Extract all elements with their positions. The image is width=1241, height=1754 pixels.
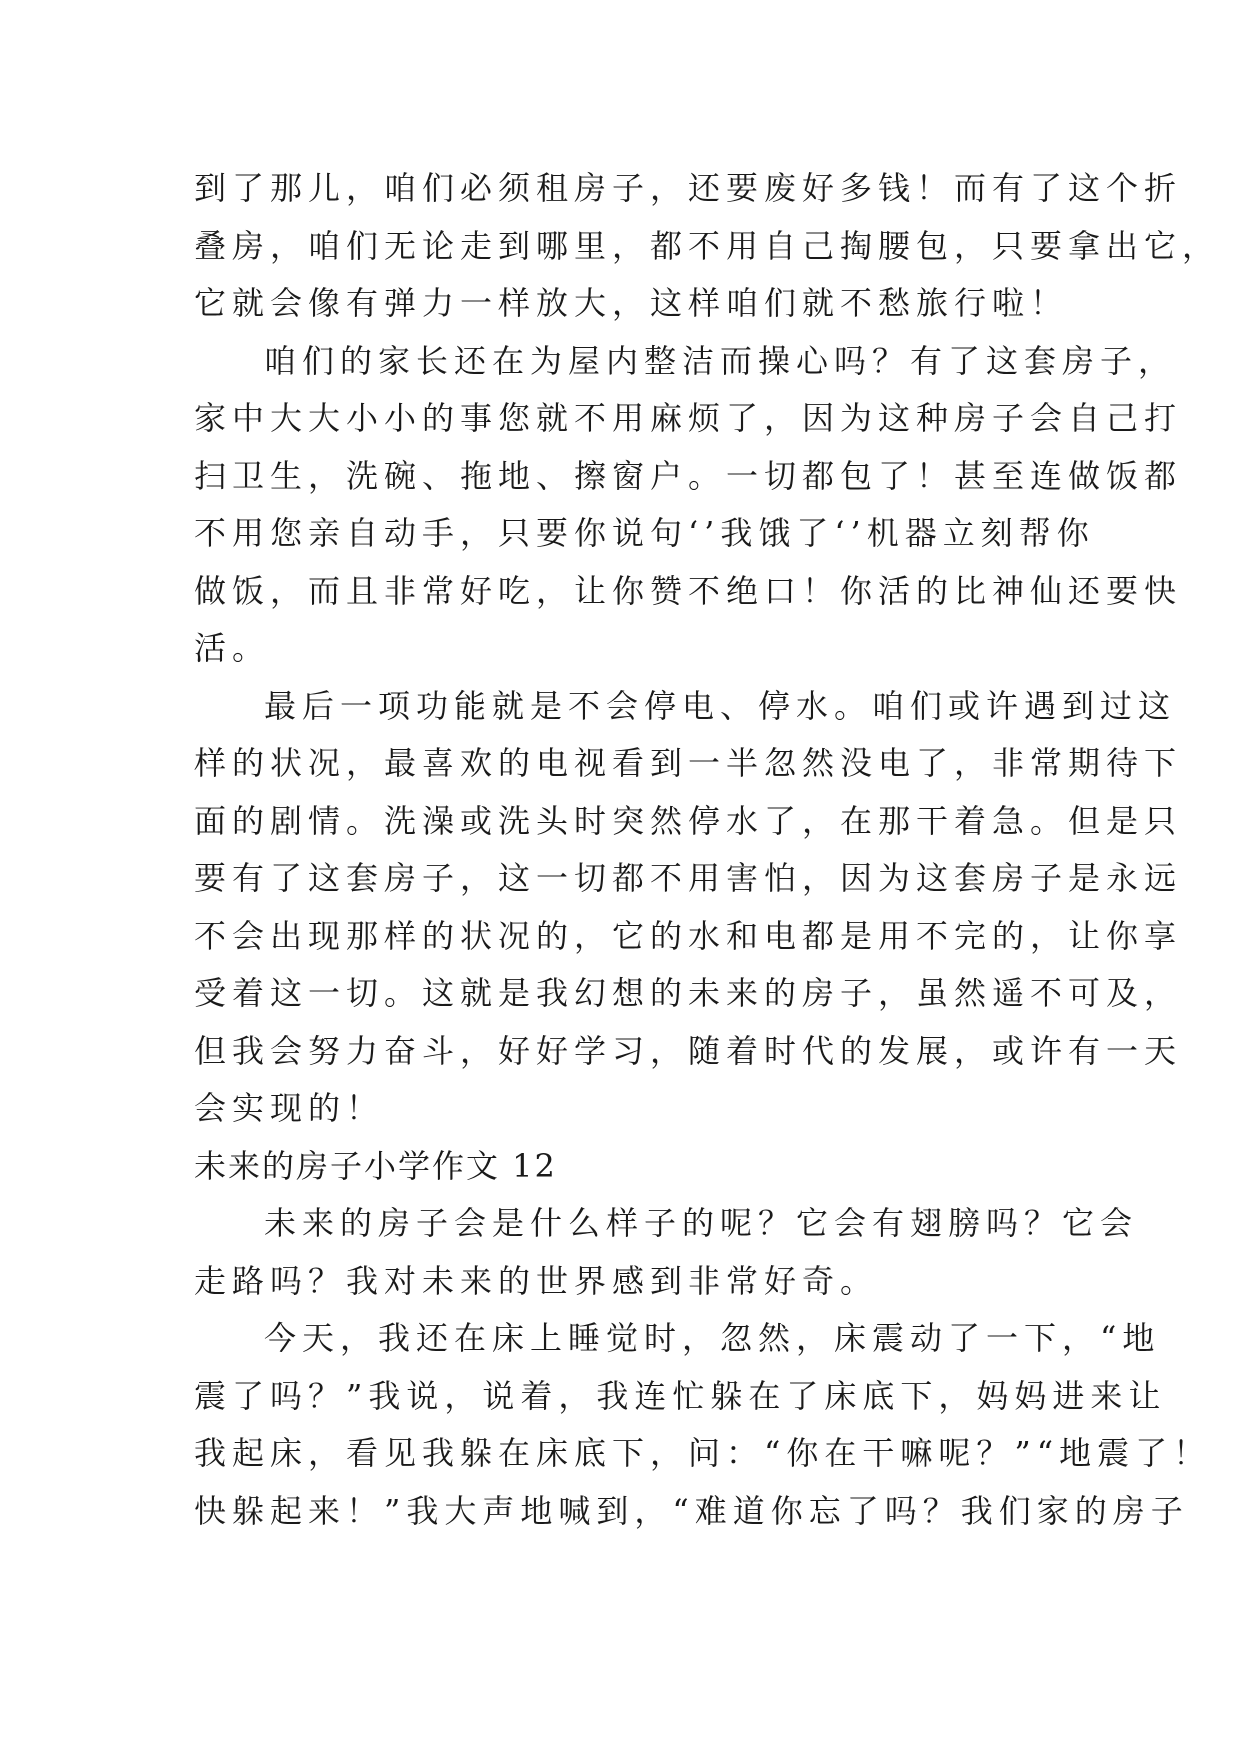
- text-line: 但我会努力奋斗，好好学习，随着时代的发展，或许有一天: [194, 1031, 1183, 1070]
- text-line: 不用您亲自动手，只要你说句‘’我饿了‘’机器立刻帮你: [194, 514, 1095, 552]
- text-line: 家中大大小小的事您就不用麻烦了，因为这种房子会自己打: [194, 399, 1183, 437]
- text-line: 受着这一切。这就是我幻想的未来的房子，虽然遥不可及，: [194, 974, 1183, 1012]
- text-line: 样的状况，最喜欢的电视看到一半忽然没电了，非常期待下: [194, 744, 1183, 782]
- essay-heading: 未来的房子小学作文 12: [194, 1146, 557, 1185]
- document-body: [194, 160, 1221, 1540]
- text-line: 活。: [194, 629, 271, 667]
- text-line: 叠房，咱们无论走到哪里，都不用自己掏腰包，只要拿出它，: [194, 226, 1221, 265]
- text-line: 做饭，而且非常好吃，让你赞不绝口！你活的比神仙还要快: [194, 571, 1183, 610]
- text-line: 要有了这套房子，这一切都不用害怕，因为这套房子是永远: [194, 859, 1183, 897]
- text-line: 面的剧情。洗澡或洗头时突然停水了，在那干着急。但是只: [194, 801, 1183, 840]
- paragraph-first-line: 最后一项功能就是不会停电、停水。咱们或许遇到过这: [264, 686, 1177, 725]
- text-line: 不会出现那样的状况的，它的水和电都是用不完的，让你享: [194, 916, 1183, 955]
- text-line: 会实现的！: [194, 1089, 385, 1127]
- paragraph-first-line: 未来的房子会是什么样子的呢？它会有翅膀吗？它会: [264, 1204, 1139, 1242]
- text-line: 震了吗？”我说，说着，我连忙躲在了床底下，妈妈进来让: [194, 1376, 1167, 1415]
- text-line: 走路吗？我对未来的世界感到非常好奇。: [194, 1261, 879, 1300]
- paragraph-first-line: 咱们的家长还在为屋内整洁而操心吗？有了这套房子，: [264, 341, 1177, 380]
- text-line: 我起床，看见我躲在床底下，问：“你在干嘛呢？”“地震了！: [194, 1434, 1212, 1472]
- text-line: 到了那儿，咱们必须租房子，还要废好多钱！而有了这个折: [194, 169, 1183, 207]
- text-line: 快躲起来！”我大声地喊到，“难道你忘了吗？我们家的房子: [194, 1491, 1189, 1530]
- paragraph-first-line: 今天，我还在床上睡觉时，忽然，床震动了一下，“地: [264, 1319, 1161, 1357]
- text-line: 扫卫生，洗碗、拖地、擦窗户。一切都包了！甚至连做饭都: [194, 456, 1183, 495]
- text-line: 它就会像有弹力一样放大，这样咱们就不愁旅行啦！: [194, 284, 1069, 322]
